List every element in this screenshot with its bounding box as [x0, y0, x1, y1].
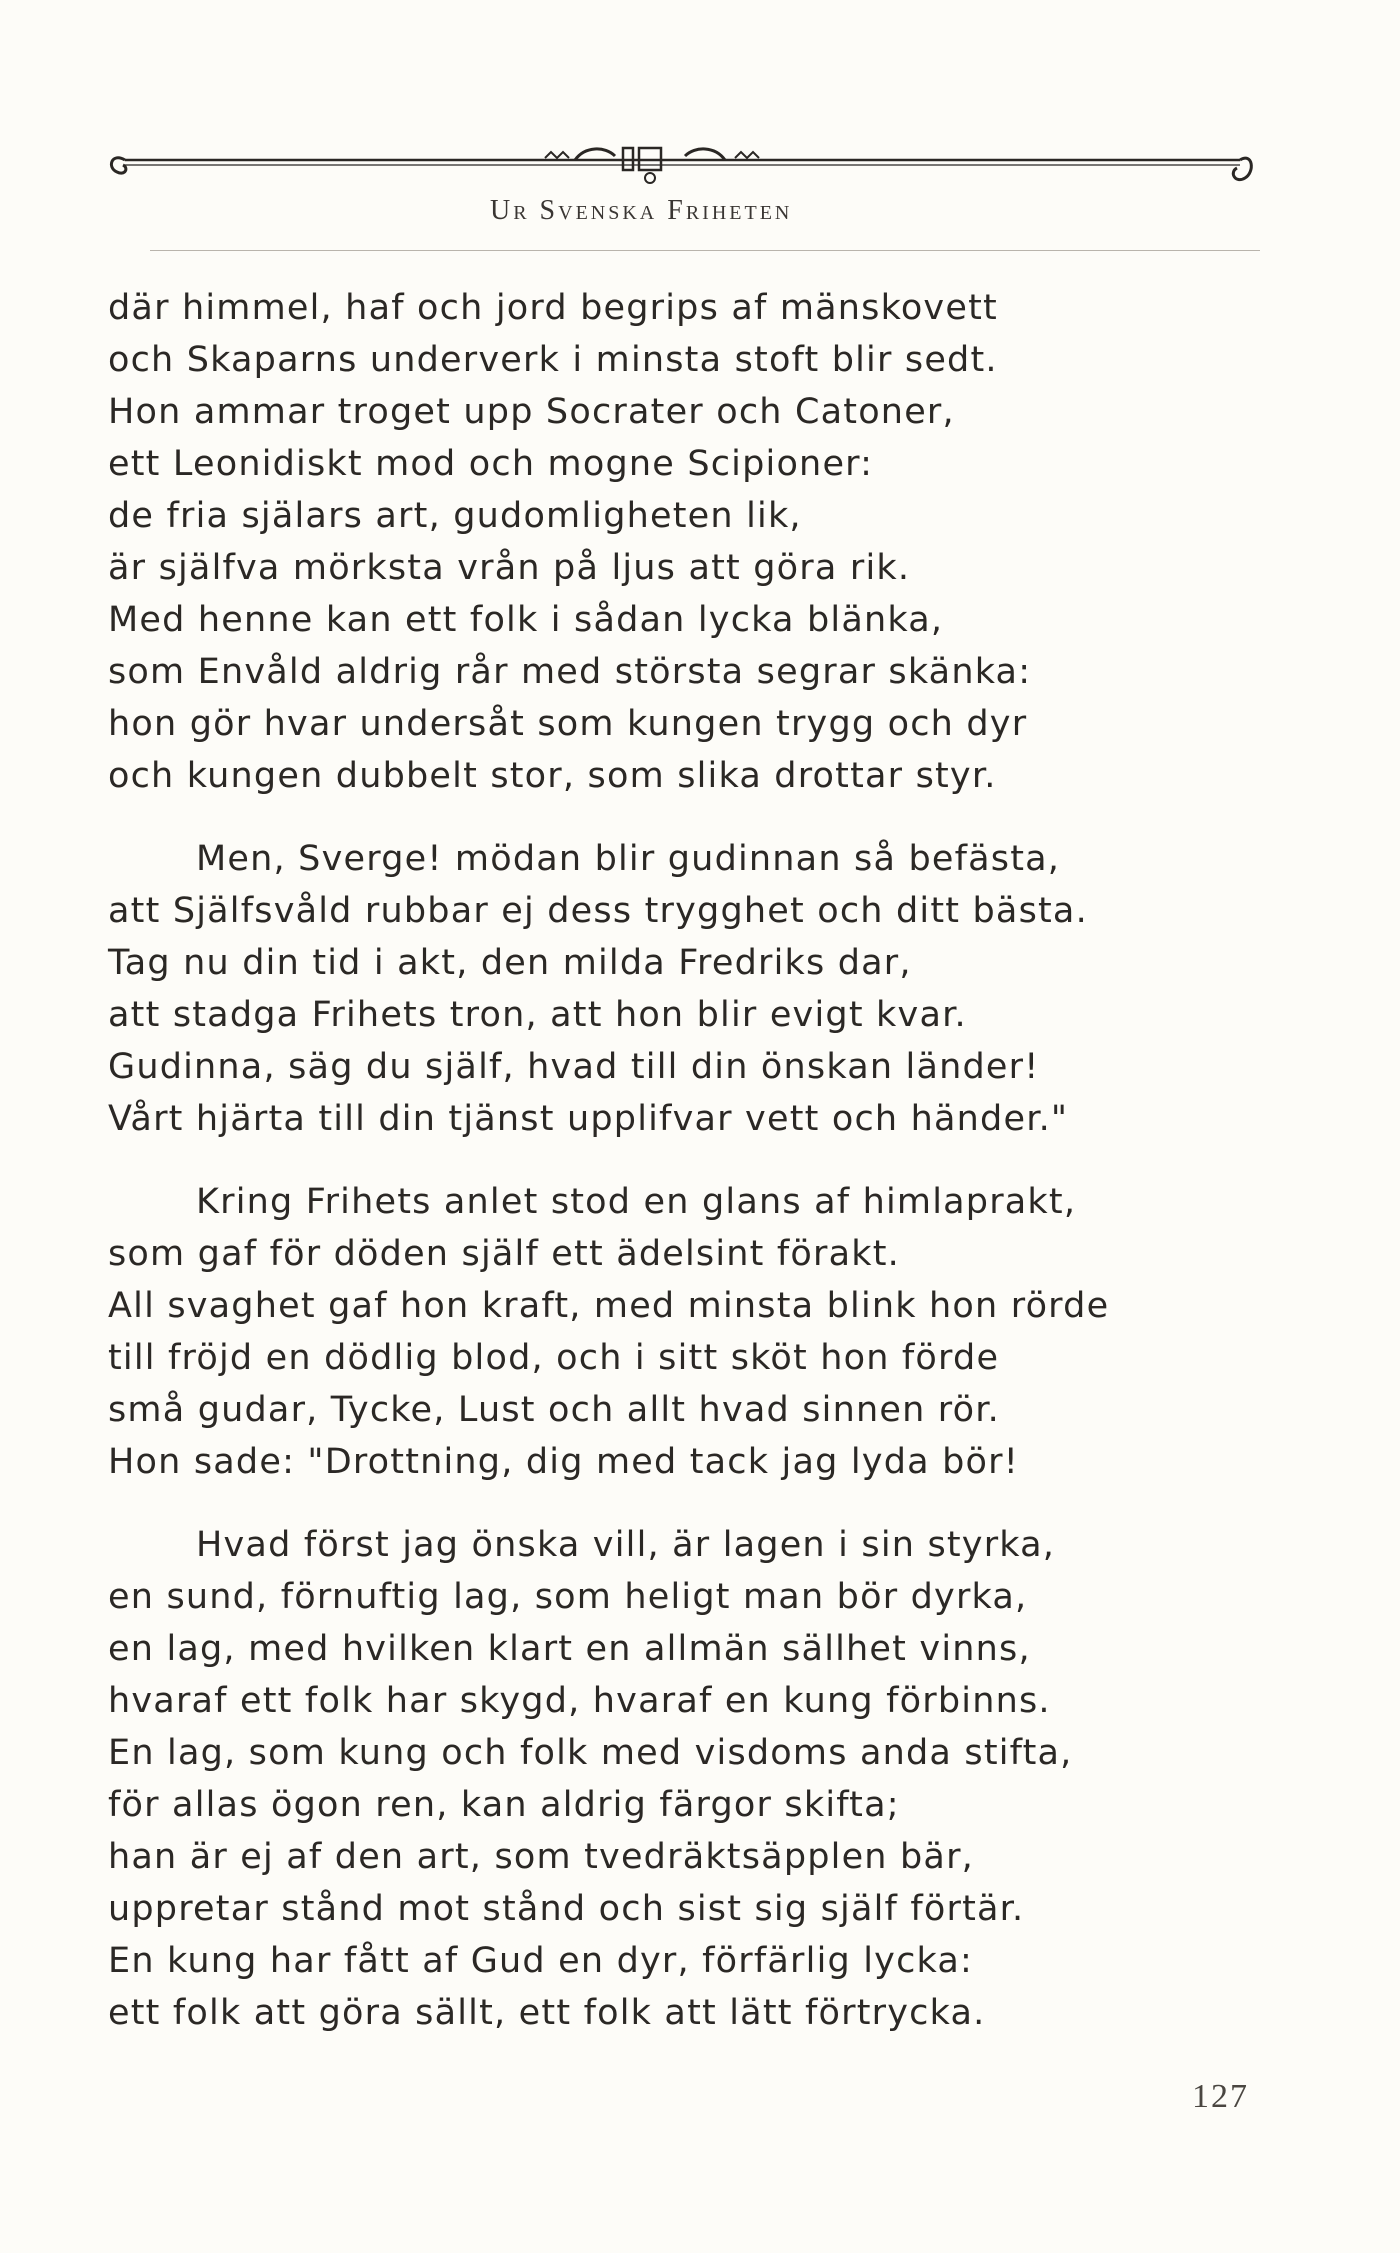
- verse-line: hon gör hvar undersåt som kungen trygg och dyr: [108, 704, 1028, 744]
- verse-line: En lag, som kung och folk med visdoms anda stifta,: [108, 1733, 1073, 1773]
- verse-line: Kring Frihets anlet stod en glans af himlaprakt,: [196, 1182, 1077, 1222]
- verse-line: Hon sade: "Drottning, dig med tack jag lyda bör!: [108, 1442, 1019, 1482]
- verse-line: de fria själars art, gudomligheten lik,: [108, 496, 802, 536]
- header-ornament-icon: [105, 138, 1255, 198]
- verse-line: att Själfsvåld rubbar ej dess trygghet och ditt bästa.: [108, 891, 1088, 931]
- verse-line: att stadga Frihets tron, att hon blir evigt kvar.: [108, 995, 967, 1035]
- verse-line: En kung har fått af Gud en dyr, förfärlig lycka:: [108, 1941, 974, 1981]
- header-divider: [150, 250, 1260, 251]
- verse-line: Tag nu din tid i akt, den milda Fredriks dar,: [108, 943, 912, 983]
- verse-line: uppretar stånd mot stånd och sist sig själf förtär.: [108, 1889, 1025, 1929]
- verse-line: en sund, förnuftig lag, som heligt man bör dyrka,: [108, 1577, 1028, 1617]
- poem-body: [108, 282, 1288, 2039]
- running-head-title: Ur Svenska Friheten: [490, 195, 793, 226]
- verse-line: och Skaparns underverk i minsta stoft blir sedt.: [108, 340, 998, 380]
- verse-line: Hvad först jag önska vill, är lagen i sin styrka,: [196, 1525, 1056, 1565]
- verse-line: till fröjd en dödlig blod, och i sitt sköt hon förde: [108, 1338, 1000, 1378]
- verse-line: ett folk att göra sällt, ett folk att lätt förtrycka.: [108, 1993, 986, 2033]
- verse-line: och kungen dubbelt stor, som slika drottar styr.: [108, 756, 997, 796]
- verse-line: för allas ögon ren, kan aldrig färgor skifta;: [108, 1785, 900, 1825]
- verse-line: Hon ammar troget upp Socrater och Catoner,: [108, 392, 955, 432]
- page-number: 127: [1192, 2078, 1249, 2115]
- verse-line: Gudinna, säg du själf, hvad till din önskan länder!: [108, 1047, 1040, 1087]
- verse-line: små gudar, Tycke, Lust och allt hvad sinnen rör.: [108, 1390, 1000, 1430]
- verse-line: Vårt hjärta till din tjänst upplifvar vett och händer.": [108, 1099, 1069, 1139]
- verse-line: han är ej af den art, som tvedräktsäpplen bär,: [108, 1837, 974, 1877]
- verse-line: ett Leonidiskt mod och mogne Scipioner:: [108, 444, 874, 484]
- verse-line: som gaf för döden själf ett ädelsint förakt.: [108, 1234, 901, 1274]
- verse-line: hvaraf ett folk har skygd, hvaraf en kung förbinns.: [108, 1681, 1051, 1721]
- verse-line: är själfva mörksta vrån på ljus att göra rik.: [108, 548, 911, 588]
- verse-line: en lag, med hvilken klart en allmän sällhet vinns,: [108, 1629, 1031, 1669]
- verse-line: All svaghet gaf hon kraft, med minsta blink hon rörde: [108, 1286, 1110, 1326]
- verse-line: där himmel, haf och jord begrips af mänskovett: [108, 288, 998, 328]
- verse-line: som Envåld aldrig rår med största segrar skänka:: [108, 652, 1032, 692]
- verse-line: Men, Sverge! mödan blir gudinnan så befästa,: [196, 839, 1061, 879]
- verse-line: Med henne kan ett folk i sådan lycka blänka,: [108, 600, 944, 640]
